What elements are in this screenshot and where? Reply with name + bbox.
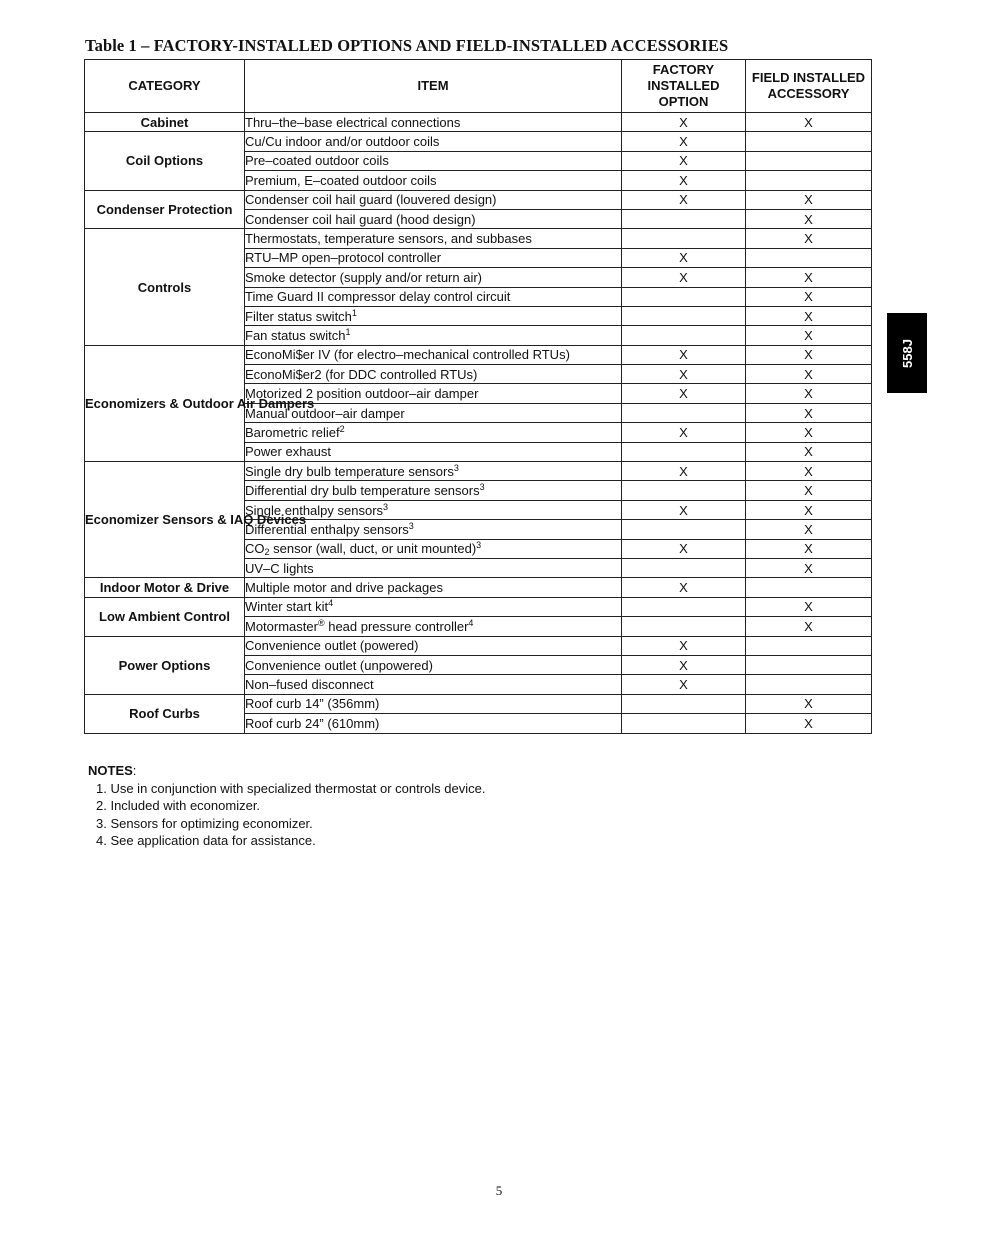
page-number: 5 xyxy=(495,1183,503,1198)
field-accessory-cell: X xyxy=(746,500,872,519)
item-text: Premium, E–coated outdoor coils xyxy=(245,172,437,188)
item-cell xyxy=(245,190,622,209)
header-category: CATEGORY xyxy=(85,60,245,113)
factory-option-cell xyxy=(622,694,746,713)
field-accessory-cell: X xyxy=(746,326,872,345)
item-subscript: 2 xyxy=(264,547,270,558)
item-cell xyxy=(245,714,622,733)
category-cell: Low Ambient Control xyxy=(85,597,245,636)
factory-option-cell xyxy=(622,229,746,248)
field-accessory-cell xyxy=(746,171,872,190)
factory-option-cell: X xyxy=(622,151,746,170)
factory-option-cell xyxy=(622,326,746,345)
item-text: Condenser coil hail guard (louvered design) xyxy=(245,192,497,208)
table-row xyxy=(85,636,872,655)
footnote-ref: 2 xyxy=(339,423,345,434)
field-accessory-cell: X xyxy=(746,520,872,539)
item-cell xyxy=(245,597,622,616)
factory-option-cell: X xyxy=(622,171,746,190)
factory-option-cell: X xyxy=(622,636,746,655)
factory-option-cell xyxy=(622,209,746,228)
item-cell xyxy=(245,365,622,384)
item-cell xyxy=(245,384,622,403)
category-cell: Cabinet xyxy=(85,113,245,132)
item-cell xyxy=(245,248,622,267)
footnote-ref: 3 xyxy=(476,540,482,551)
item-text: Barometric relief xyxy=(245,424,340,440)
item-cell xyxy=(245,558,622,577)
side-tab xyxy=(887,313,927,393)
item-cell xyxy=(245,539,622,558)
table-row xyxy=(85,345,872,364)
item-text: Single enthalpy sensors xyxy=(245,502,384,518)
item-text: Manual outdoor–air damper xyxy=(245,405,405,421)
category-cell: Economizer Sensors & IAQ Devices xyxy=(85,462,245,578)
table-title: Table 1 – FACTORY-INSTALLED OPTIONS AND FIELD-INSTALLED ACCESSORIES xyxy=(85,36,729,55)
item-text: Condenser coil hail guard (hood design) xyxy=(245,211,476,227)
item-cell xyxy=(245,442,622,461)
item-text: Winter start kit xyxy=(245,599,329,615)
item-text: Pre–coated outdoor coils xyxy=(245,153,389,169)
item-text: Cu/Cu indoor and/or outdoor coils xyxy=(245,134,440,150)
field-accessory-cell: X xyxy=(746,617,872,636)
header-factory: FACTORY INSTALLED OPTION xyxy=(622,60,746,113)
field-accessory-cell: X xyxy=(746,558,872,577)
table-row xyxy=(85,190,872,209)
factory-option-cell: X xyxy=(622,578,746,597)
field-accessory-cell: X xyxy=(746,345,872,364)
field-accessory-cell: X xyxy=(746,597,872,616)
header-item: ITEM xyxy=(245,60,622,113)
item-cell xyxy=(245,675,622,694)
field-accessory-cell xyxy=(746,248,872,267)
factory-option-cell xyxy=(622,403,746,422)
field-accessory-cell: X xyxy=(746,481,872,500)
field-accessory-cell: X xyxy=(746,229,872,248)
factory-option-cell: X xyxy=(622,384,746,403)
item-cell xyxy=(245,636,622,655)
item-cell xyxy=(245,578,622,597)
factory-option-cell: X xyxy=(622,462,746,481)
factory-option-cell: X xyxy=(622,132,746,151)
table-row xyxy=(85,229,872,248)
field-accessory-cell: X xyxy=(746,268,872,287)
options-table xyxy=(84,59,872,734)
field-accessory-cell xyxy=(746,675,872,694)
field-accessory-cell: X xyxy=(746,287,872,306)
factory-option-cell: X xyxy=(622,365,746,384)
field-accessory-cell: X xyxy=(746,539,872,558)
field-accessory-cell xyxy=(746,578,872,597)
footnote-ref: 3 xyxy=(453,462,459,473)
note-item: 3. Sensors for optimizing economizer. xyxy=(96,815,313,831)
field-accessory-cell xyxy=(746,132,872,151)
category-cell: Coil Options xyxy=(85,132,245,190)
factory-option-cell xyxy=(622,714,746,733)
item-cell xyxy=(245,113,622,132)
item-text: Smoke detector (supply and/or return air) xyxy=(245,269,482,285)
table-row xyxy=(85,694,872,713)
factory-option-cell: X xyxy=(622,248,746,267)
category-cell: Economizers & Outdoor Air Dampers xyxy=(85,345,245,461)
category-cell: Controls xyxy=(85,229,245,345)
item-text: EconoMi$er IV (for electro–mechanical controlled RTUs) xyxy=(245,347,570,363)
item-cell xyxy=(245,132,622,151)
item-cell xyxy=(245,520,622,539)
footnote-ref: 3 xyxy=(408,520,414,531)
table-row xyxy=(85,113,872,132)
factory-option-cell xyxy=(622,481,746,500)
factory-option-cell: X xyxy=(622,500,746,519)
table-row xyxy=(85,578,872,597)
factory-option-cell: X xyxy=(622,345,746,364)
item-text: UV–C lights xyxy=(245,560,314,576)
notes-section: NOTES: 1. Use in conjunction with specialized thermostat or controls device. 2. Included with economizer. 3. Sensors for optimizing economizer. 4. See application data for assistance. xyxy=(88,763,486,848)
field-accessory-cell xyxy=(746,655,872,674)
table-row xyxy=(85,132,872,151)
item-text-prefix: Motormaster xyxy=(245,618,318,634)
field-accessory-cell: X xyxy=(746,209,872,228)
item-text: Roof curb 24” (610mm) xyxy=(245,715,380,731)
field-accessory-cell: X xyxy=(746,365,872,384)
item-text: Differential enthalpy sensors xyxy=(245,521,409,537)
footnote-ref: 1 xyxy=(351,307,357,318)
item-text: EconoMi$er2 (for DDC controlled RTUs) xyxy=(245,366,478,382)
item-text: Time Guard II compressor delay control circuit xyxy=(245,289,511,305)
field-accessory-cell: X xyxy=(746,694,872,713)
item-cell xyxy=(245,151,622,170)
side-tab-label: 558J xyxy=(899,338,915,368)
item-text: Convenience outlet (powered) xyxy=(245,638,419,654)
note-item: 1. Use in conjunction with specialized thermostat or controls device. xyxy=(96,780,486,796)
table-row xyxy=(85,462,872,481)
footnote-ref: 4 xyxy=(468,617,474,628)
field-accessory-cell: X xyxy=(746,190,872,209)
item-cell xyxy=(245,326,622,345)
item-text: head pressure controller xyxy=(324,618,469,634)
note-item: 4. See application data for assistance. xyxy=(96,833,316,848)
category-cell: Power Options xyxy=(85,636,245,694)
field-accessory-cell: X xyxy=(746,306,872,325)
item-cell xyxy=(245,655,622,674)
item-text: Convenience outlet (unpowered) xyxy=(245,657,433,673)
notes-header: NOTES xyxy=(88,763,133,778)
factory-option-cell xyxy=(622,597,746,616)
field-accessory-cell xyxy=(746,636,872,655)
item-cell xyxy=(245,481,622,500)
item-cell xyxy=(245,268,622,287)
field-accessory-cell: X xyxy=(746,113,872,132)
field-accessory-cell: X xyxy=(746,462,872,481)
factory-option-cell xyxy=(622,617,746,636)
category-cell: Roof Curbs xyxy=(85,694,245,733)
item-cell xyxy=(245,306,622,325)
item-cell xyxy=(245,403,622,422)
footnote-ref: 4 xyxy=(328,598,334,609)
footnote-ref: 3 xyxy=(479,482,485,493)
table-body xyxy=(85,113,872,734)
factory-option-cell xyxy=(622,442,746,461)
factory-option-cell: X xyxy=(622,268,746,287)
item-text: Thru–the–base electrical connections xyxy=(245,114,461,130)
item-cell xyxy=(245,500,622,519)
factory-option-cell: X xyxy=(622,675,746,694)
item-text: Power exhaust xyxy=(245,444,331,460)
item-text: Fan status switch xyxy=(245,327,346,343)
category-cell: Condenser Protection xyxy=(85,190,245,229)
factory-option-cell xyxy=(622,558,746,577)
item-cell xyxy=(245,171,622,190)
item-text-prefix: CO xyxy=(245,541,265,557)
table-header-row xyxy=(85,60,872,113)
field-accessory-cell: X xyxy=(746,423,872,442)
footnote-ref: 1 xyxy=(345,326,351,337)
factory-option-cell: X xyxy=(622,655,746,674)
item-text: Thermostats, temperature sensors, and subbases xyxy=(245,231,532,247)
item-cell xyxy=(245,209,622,228)
header-field: FIELD INSTALLED ACCESSORY xyxy=(746,60,872,113)
footnote-ref: 3 xyxy=(383,501,389,512)
item-text: Filter status switch xyxy=(245,308,352,324)
item-cell xyxy=(245,229,622,248)
category-cell: Indoor Motor & Drive xyxy=(85,578,245,597)
table-row xyxy=(85,597,872,616)
item-text: Roof curb 14” (356mm) xyxy=(245,696,380,712)
registered-mark: ® xyxy=(317,617,325,628)
factory-option-cell: X xyxy=(622,113,746,132)
field-accessory-cell: X xyxy=(746,403,872,422)
item-text: Multiple motor and drive packages xyxy=(245,580,443,596)
item-cell xyxy=(245,287,622,306)
field-accessory-cell xyxy=(746,151,872,170)
item-text: Motorized 2 position outdoor–air damper xyxy=(245,386,479,402)
item-cell xyxy=(245,694,622,713)
item-cell xyxy=(245,462,622,481)
factory-option-cell: X xyxy=(622,423,746,442)
note-item: 2. Included with economizer. xyxy=(96,798,261,813)
item-cell xyxy=(245,617,622,636)
field-accessory-cell: X xyxy=(746,442,872,461)
factory-option-cell: X xyxy=(622,190,746,209)
field-accessory-cell: X xyxy=(746,384,872,403)
item-text: RTU–MP open–protocol controller xyxy=(245,250,442,266)
factory-option-cell xyxy=(622,520,746,539)
item-text: Single dry bulb temperature sensors xyxy=(245,463,454,479)
factory-option-cell xyxy=(622,287,746,306)
factory-option-cell xyxy=(622,306,746,325)
factory-option-cell: X xyxy=(622,539,746,558)
item-cell xyxy=(245,345,622,364)
field-accessory-cell: X xyxy=(746,714,872,733)
item-text: Non–fused disconnect xyxy=(245,677,374,693)
item-text: Differential dry bulb temperature sensors xyxy=(245,483,480,499)
item-text: sensor (wall, duct, or unit mounted) xyxy=(269,541,477,557)
item-cell xyxy=(245,423,622,442)
